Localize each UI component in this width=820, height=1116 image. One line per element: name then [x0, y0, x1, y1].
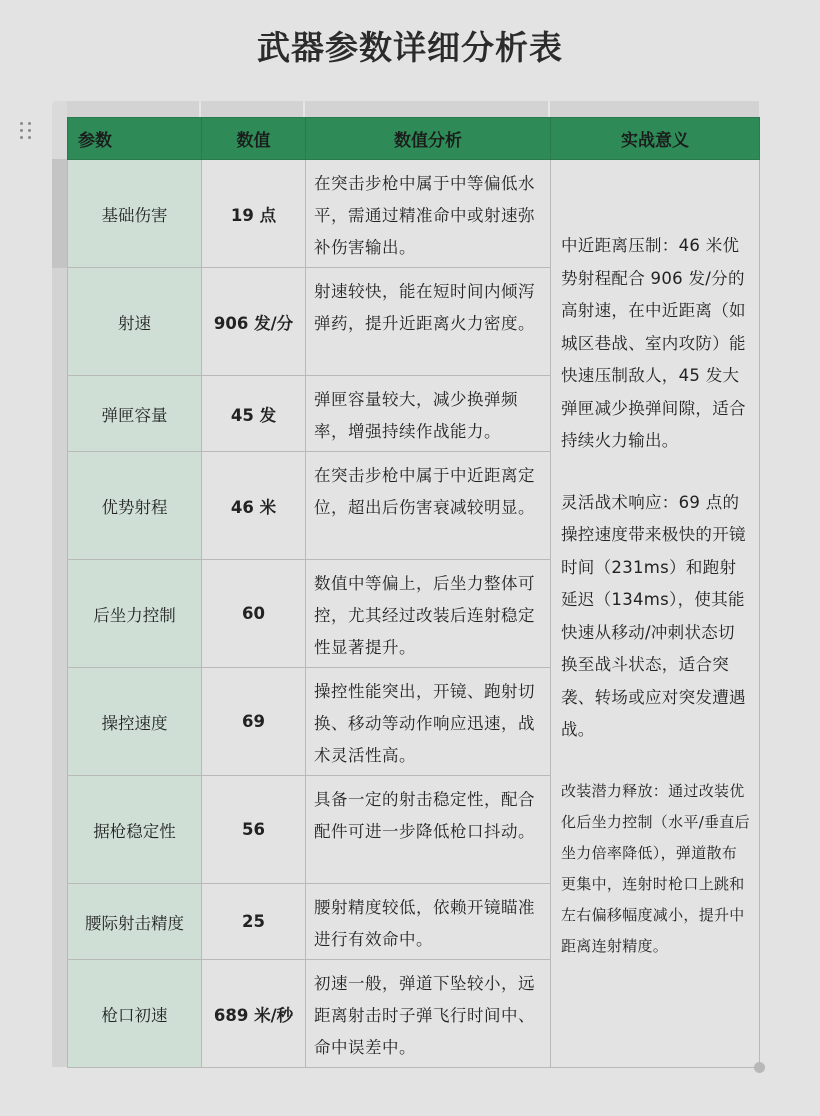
analysis-cell[interactable]: 初速一般，弹道下坠较小，远距离射击时子弹飞行时间中、命中误差中。 [306, 960, 551, 1068]
meaning-paragraph: 改装潜力释放：通过改装优化后坐力控制（水平/垂直后坐力倍率降低），弹道散布更集中，连射时枪口上跳和左右偏移幅度减小，提升中距离连射精度。 [561, 781, 750, 955]
meaning-cell[interactable] [551, 160, 760, 1068]
param-cell[interactable]: 据枪稳定性 [68, 776, 202, 884]
value-cell[interactable]: 689 米/秒 [202, 960, 306, 1068]
header-row [68, 118, 760, 160]
drag-handle-icon[interactable] [20, 122, 32, 140]
analysis-cell[interactable]: 在突击步枪中属于中近距离定位，超出后伤害衰减较明显。 [306, 452, 551, 560]
value-cell[interactable]: 45 发 [202, 376, 306, 452]
analysis-cell[interactable]: 在突击步枪中属于中等偏低水平，需通过精准命中或射速弥补伤害输出。 [306, 160, 551, 268]
column-grip-bar [67, 101, 759, 117]
table-resize-handle[interactable] [754, 1062, 765, 1073]
weapon-stats-table [67, 117, 760, 1068]
row-grip-active[interactable] [52, 159, 67, 268]
table-row [68, 160, 760, 268]
value-cell[interactable]: 906 发/分 [202, 268, 306, 376]
column-grip-analysis[interactable] [305, 101, 550, 117]
param-cell[interactable]: 优势射程 [68, 452, 202, 560]
column-grip-meaning[interactable] [550, 101, 759, 117]
value-cell[interactable]: 60 [202, 560, 306, 668]
param-cell[interactable]: 操控速度 [68, 668, 202, 776]
meaning-paragraph: 灵活战术响应：69 点的操控速度带来极快的开镜时间（231ms）和跑射延迟（134ms），使其能快速从移动/冲刺状态切换至战斗状态，适合突袭、转场或应对突发遭遇战。 [561, 492, 746, 739]
value-cell[interactable]: 25 [202, 884, 306, 960]
param-cell[interactable]: 后坐力控制 [68, 560, 202, 668]
param-cell[interactable]: 弹匣容量 [68, 376, 202, 452]
value-cell[interactable]: 19 点 [202, 160, 306, 268]
value-cell[interactable]: 69 [202, 668, 306, 776]
column-grip-param[interactable] [67, 101, 201, 117]
header-meaning[interactable]: 实战意义 [551, 118, 760, 160]
analysis-cell[interactable]: 弹匣容量较大，减少换弹频率，增强持续作战能力。 [306, 376, 551, 452]
value-cell[interactable]: 46 米 [202, 452, 306, 560]
analysis-cell[interactable]: 射速较快，能在短时间内倾泻弹药，提升近距离火力密度。 [306, 268, 551, 376]
param-cell[interactable]: 腰际射击精度 [68, 884, 202, 960]
page-title: 武器参数详细分析表 [257, 28, 563, 67]
param-cell[interactable]: 射速 [68, 268, 202, 376]
analysis-cell[interactable]: 具备一定的射击稳定性，配合配件可进一步降低枪口抖动。 [306, 776, 551, 884]
header-analysis[interactable]: 数值分析 [306, 118, 551, 160]
analysis-cell[interactable]: 数值中等偏上，后坐力整体可控，尤其经过改装后连射稳定性显著提升。 [306, 560, 551, 668]
param-cell[interactable]: 枪口初速 [68, 960, 202, 1068]
header-value[interactable]: 数值 [202, 118, 306, 160]
analysis-cell[interactable]: 操控性能突出，开镜、跑射切换、移动等动作响应迅速，战术灵活性高。 [306, 668, 551, 776]
column-grip-value[interactable] [201, 101, 305, 117]
row-grip-bar[interactable] [52, 159, 67, 1067]
param-cell[interactable]: 基础伤害 [68, 160, 202, 268]
meaning-paragraph: 中近距离压制：46 米优势射程配合 906 发/分的高射速，在中近距离（如城区巷战、室内攻防）能快速压制敌人，45 发大弹匣减少换弹间隙，适合持续火力输出。 [561, 236, 746, 450]
header-param[interactable]: 参数 [68, 118, 202, 160]
analysis-cell[interactable]: 腰射精度较低，依赖开镜瞄准进行有效命中。 [306, 884, 551, 960]
value-cell[interactable]: 56 [202, 776, 306, 884]
